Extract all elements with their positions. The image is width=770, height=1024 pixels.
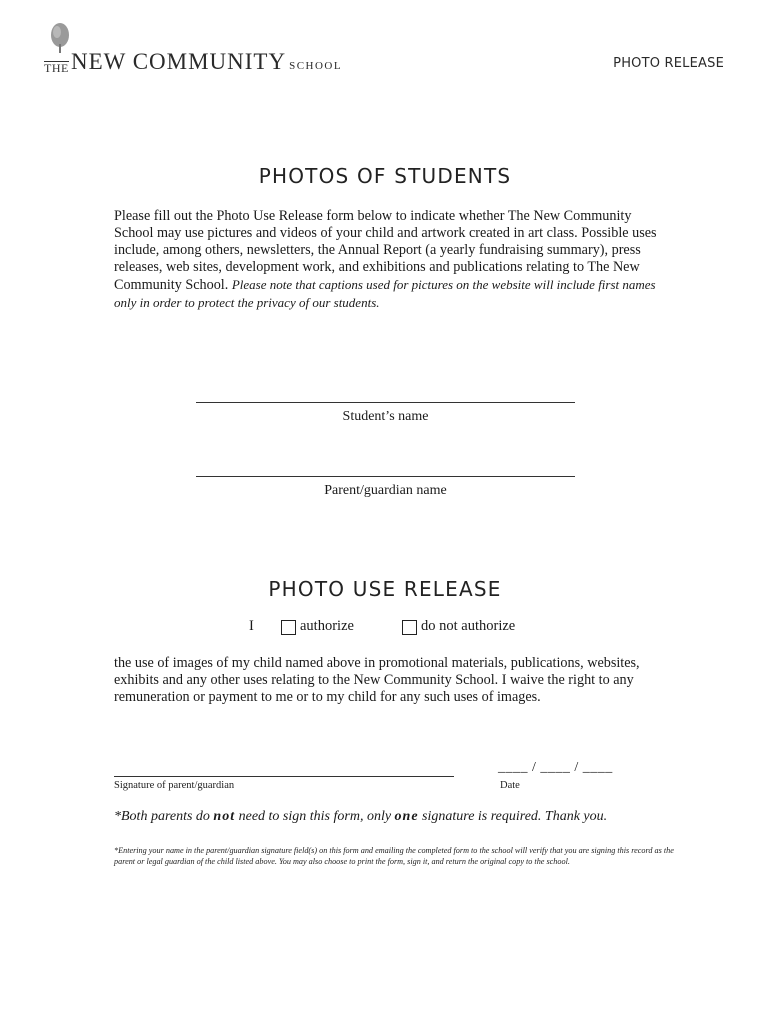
student-name-label: Student’s name <box>342 409 429 424</box>
authorize-label: authorize <box>300 618 354 634</box>
school-logo <box>44 22 344 75</box>
logo-name <box>71 49 342 75</box>
student-name-field[interactable] <box>196 402 575 425</box>
authorize-checkbox[interactable] <box>281 620 296 635</box>
logo-school: SCHOOL <box>289 60 343 72</box>
release-paragraph: the use of images of my child named above in promotional materials, publications, websites, exhibits and any other uses relating to the New Community School. I waive the right to any remuneration or payment to me or to my child for any such uses of images. <box>114 655 640 705</box>
note-mid: need to sign this form, only <box>235 809 395 824</box>
document-type: PHOTO RELEASE <box>613 56 724 71</box>
note-pre: *Both parents do <box>114 809 214 824</box>
intro-paragraph <box>114 208 662 312</box>
intro-italic-note: Please note that captions used for pictures on the website will include first names only in order to protect the privacy of our students. <box>114 277 656 310</box>
section-title-release: PHOTO USE RELEASE <box>268 577 502 601</box>
section-title-photos: PHOTOS OF STUDENTS <box>258 164 512 188</box>
parent-name-field[interactable] <box>196 476 575 499</box>
not-authorize-checkbox[interactable] <box>402 620 417 635</box>
logo-name-text: NEW COMMUNITY <box>71 49 287 74</box>
date-label: Date <box>500 780 520 791</box>
signature-label: Signature of parent/guardian <box>114 780 235 791</box>
signature-line[interactable] <box>114 776 454 777</box>
note-not: not <box>213 809 236 824</box>
intro-text: Please fill out the Photo Use Release form below to indicate whether The New Community School may use pictures and videos of your child and artwork created in art class. Possible uses include, among others, newsletters, the Annual Report (a yearly fundraising summary), press releases, web sites, development work, and exhibitions and publications relating to The New Community School. <box>114 208 657 293</box>
i-label: I <box>249 618 254 634</box>
note-post: signature is required. Thank you. <box>418 809 608 824</box>
note-one: one <box>394 809 419 824</box>
tree-icon <box>46 22 74 62</box>
not-authorize-label: do not authorize <box>421 618 516 634</box>
authorization-choice <box>0 618 770 638</box>
fine-print: *Entering your name in the parent/guardian signature field(s) on this form and emailing the completed form to the school will verify that you are signing this record as the parent or legal guardian of the child listed above. You may also choose to print the form, sign it, and return the original copy to the school. <box>114 846 674 866</box>
date-field[interactable]: ____ / ____ / ____ <box>498 760 613 775</box>
signature-note <box>114 809 607 825</box>
logo-the: THE <box>44 61 69 75</box>
student-name-line[interactable] <box>196 402 575 403</box>
parent-name-label: Parent/guardian name <box>324 483 447 498</box>
parent-name-line[interactable] <box>196 476 575 477</box>
